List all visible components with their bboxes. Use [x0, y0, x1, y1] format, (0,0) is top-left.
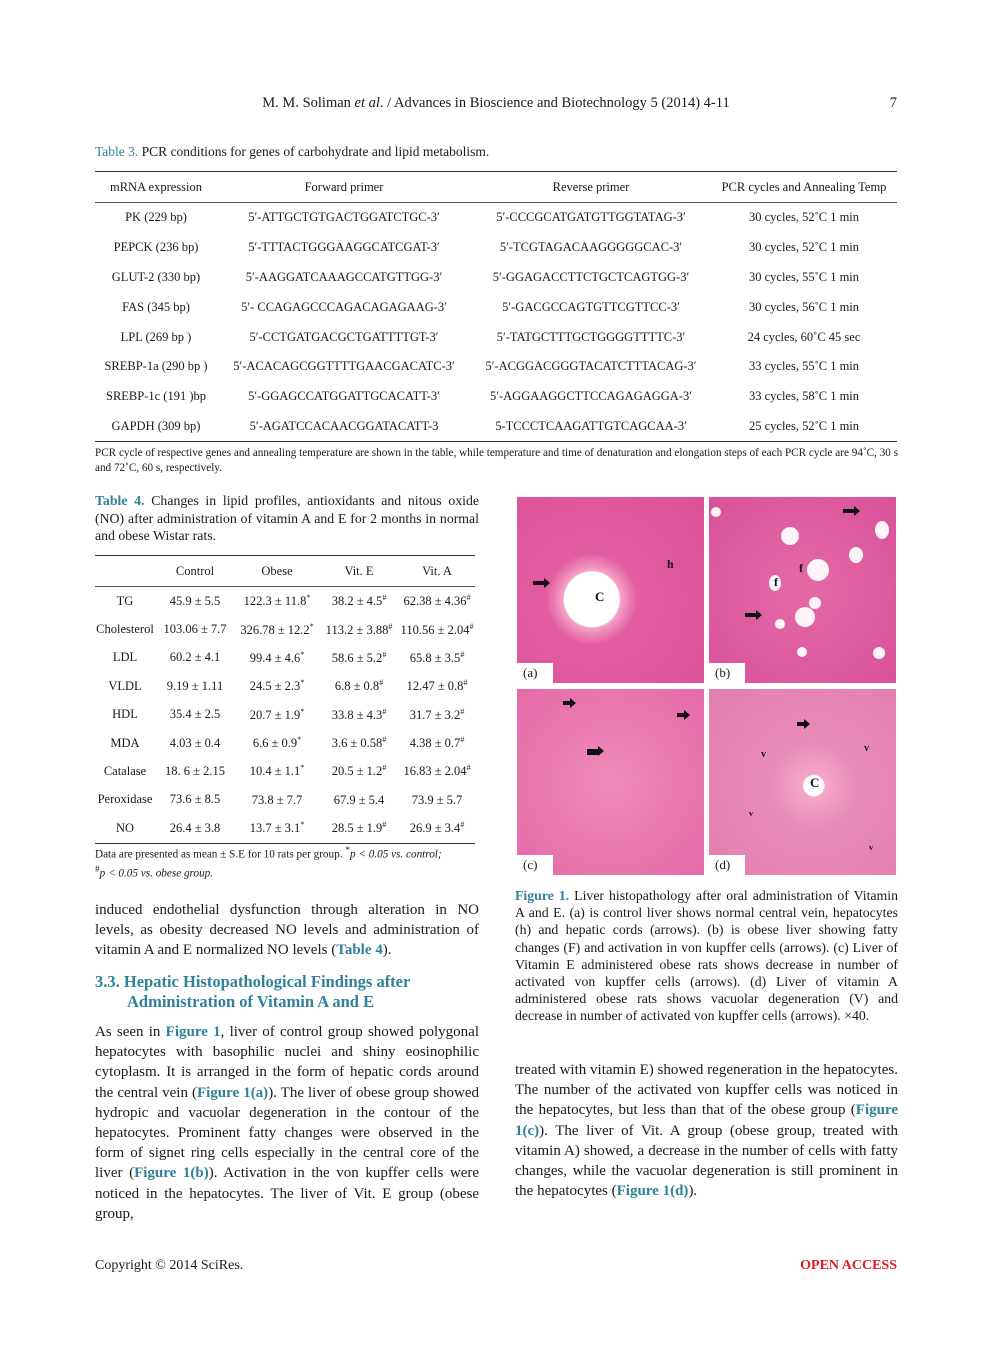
link-figure1d[interactable]: Figure 1(d) — [616, 1183, 689, 1200]
col-mrna: mRNA expression — [95, 172, 217, 203]
link-figure1a[interactable]: Figure 1(a) — [196, 1084, 269, 1101]
table-row: Catalase 18. 6 ± 2.15 10.4 ± 1.1* 20.5 ± 1.2# 16.83 ± 2.04# — [103, 763, 471, 779]
table3-caption: Table 3. PCR conditions for genes of carbohydrate and lipid metabolism. — [95, 144, 490, 159]
table-row: MDA 4.03 ± 0.4 6.6 ± 0.9* 3.6 ± 0.58# 4.38 ± 0.7# — [110, 735, 465, 751]
figure1-micrographs — [517, 497, 897, 875]
table-row: LDL 60.2 ± 4.1 99.4 ± 4.6* 58.6 ± 5.2# 65.8 ± 3.5# — [112, 649, 465, 666]
body-paragraph-no-levels: induced endothelial dysfunction through alteration in NO levels, as obesity decreased NO levels and administration of vitamin A and E normalized NO levels (Table 4). — [95, 902, 479, 959]
panel-label: (b) — [709, 663, 745, 683]
table-header-row — [95, 172, 897, 203]
arrow-icon — [563, 701, 571, 705]
arrow-icon — [843, 509, 855, 513]
open-access-badge: OPEN ACCESS — [800, 1258, 897, 1273]
link-figure1b[interactable]: Figure 1(b) — [134, 1165, 209, 1182]
col-vit-e: Vit. E — [319, 556, 399, 587]
panel-label: (c) — [517, 855, 553, 875]
link-figure1[interactable]: Figure 1 — [165, 1024, 221, 1040]
copyright: Copyright © 2014 SciRes. — [95, 1258, 244, 1273]
table-header-row — [95, 556, 475, 587]
hepatocyte-mark: h — [667, 557, 674, 571]
table-row: SREBP-1a (290 bp ) 5′-ACACAGCGGTTTTGAACGACATC-3′ 5′-ACGGACGGGTACATCTTTACAG-3′ 33 cycles, 55˚C 1 min — [104, 359, 860, 374]
table3-pcr-conditions — [95, 171, 897, 442]
page-number: 7 — [889, 95, 897, 111]
figure1-panel-a — [517, 497, 704, 683]
figure1-label: Figure 1. — [515, 888, 570, 903]
table4-footnote: Data are presented as mean ± S.E for 10 rats per group. *p < 0.05 vs. control; #p < 0.05 vs. obese group. — [95, 846, 442, 880]
arrow-icon — [677, 713, 685, 717]
figure1-caption: Figure 1. Liver histopathology after oral administration of Vitamin A and E. (a) is control liver shows normal central vein, hepatocytes (h) and hepatic cords (arrows). (b) is obese liver showing fatty changes (F) and activation in von kupffer cells (arrows). (c) Liver of Vitamin E administered obese rats shows decrease in number of activated von kupffer cells (arrows). (d) Liver of vitamin A administered obese rats shows vacuolar degeneration (V) and decrease in number of activated von kupffer cells (arrows). ×40. — [515, 888, 898, 1024]
figure1-panel-b — [709, 497, 896, 683]
section-heading-3-3: 3.3. Hepatic Histopathological Findings after Administration of Vitamin A and E — [95, 972, 411, 1011]
arrow-icon — [533, 581, 545, 585]
figure1-panel-d — [709, 689, 896, 875]
running-title: M. M. Soliman et al. / Advances in Bioscience and Biotechnology 5 (2014) 4-11 — [262, 95, 730, 111]
body-paragraph-continued: treated with vitamin E) showed regeneration in the hepatocytes. The number of the activated von kupffer cells was noticed in the hepatocytes, but less than that of the obese group (Figure 1(c)). The liver of Vit. A group (obese group, treated with vitamin A) showed, a decrease in the number of cells with fatty changes, while the vacuolar degeneration is still prominent in the hepatocytes (Figure 1(d)). — [515, 1062, 898, 1200]
table4-lipid-profiles — [95, 555, 475, 844]
col-control: Control — [155, 556, 235, 587]
central-vein-mark: C — [595, 589, 605, 604]
vacuolar-mark: v — [869, 843, 873, 852]
table-row: FAS (345 bp) 5′- CCAGAGCCCAGACAGAGAAG-3′ 5′-GACGCCAGTGTTCGTTCC-3′ 30 cycles, 56˚C 1 min — [122, 299, 860, 314]
table-row: Cholesterol 103.06 ± 7.7 326.78 ± 12.2* 113.2 ± 3.88# 110.56 ± 2.04# — [96, 621, 474, 637]
vacuolar-mark: v — [864, 743, 869, 754]
table4-label: Table 4. — [95, 493, 145, 508]
col-obese: Obese — [235, 556, 319, 587]
arrow-icon — [797, 722, 805, 726]
table-row: TG 45.9 ± 5.5 122.3 ± 11.8* 38.2 ± 4.5# 62.38 ± 4.36# — [116, 593, 471, 609]
table-row: SREBP-1c (191 )bp 5′-GGAGCCATGGATTGCACATT-3′ 5′-AGGAAGGCTTCCAGAGAGGA-3′ 33 cycles, 58˚C 1 min — [106, 389, 860, 404]
link-figure1c[interactable]: Figure 1(c) — [515, 1102, 898, 1139]
table-row: VLDL 9.19 ± 1.11 24.5 ± 2.3* 6.8 ± 0.8# 12.47 ± 0.8# — [108, 678, 468, 694]
table-row: LPL (269 bp ) 5′-CCTGATGACGCTGATTTTGT-3′ 5′-TATGCTTTGCTGGGGTTTTC-3′ 24 cycles, 60˚C 45 sec — [120, 329, 861, 344]
table-row: NO 26.4 ± 3.8 13.7 ± 3.1* 28.5 ± 1.9# 26.9 ± 3.4# — [115, 820, 465, 836]
table-row: Peroxidase 73.6 ± 8.5 73.8 ± 7.7 67.9 ± 5.4 73.9 ± 5.7 — [97, 792, 463, 807]
arrow-icon — [745, 613, 757, 617]
col-vit-a: Vit. A — [399, 556, 475, 587]
panel-label: (a) — [517, 663, 553, 683]
col-pcr: PCR cycles and Annealing Temp — [711, 172, 897, 203]
fatty-change-mark: f — [774, 575, 778, 589]
central-vein-mark: C — [810, 775, 820, 790]
figure1-panel-c — [517, 689, 704, 875]
table-row: GLUT-2 (330 bp) 5′-AAGGATCAAAGCCATGTTGG-3′ 5′-GGAGACCTTCTGCTCAGTGG-3′ 30 cycles, 55˚C 1 min — [111, 269, 860, 284]
table3-label: Table 3. — [95, 144, 139, 159]
vacuolar-mark: v — [749, 809, 753, 818]
col-reverse: Reverse primer — [471, 172, 711, 203]
vacuolar-mark: v — [761, 749, 766, 760]
panel-label: (d) — [709, 855, 745, 875]
table-row: PEPCK (236 bp) 5′-TTTACTGGGAAGGCATCGAT-3′ 5′-TCGTAGACAAGGGGGCAC-3′ 30 cycles, 52˚C 1 min — [113, 240, 860, 255]
table-row: PK (229 bp) 5′-ATTGCTGTGACTGGATCTGC-3′ 5′-CCCGCATGATGTTGGTATAG-3′ 30 cycles, 52˚C 1 min — [125, 210, 860, 225]
link-table4[interactable]: Table 4 — [336, 942, 383, 959]
col-forward: Forward primer — [217, 172, 471, 203]
table-row: GAPDH (309 bp) 5′-AGATCCACAACGGATACATT-3 5-TCCCTCAAGATTGTCAGCAA-3′ 25 cycles, 52˚C 1 min — [111, 418, 860, 433]
arrow-icon — [587, 749, 599, 755]
fatty-change-mark: f — [799, 561, 803, 575]
table-row: HDL 35.4 ± 2.5 20.7 ± 1.9* 33.8 ± 4.3# 31.7 ± 3.2# — [112, 706, 465, 722]
body-paragraph-histopathology: As seen in Figure 1, liver of control group showed polygonal hepatocytes with basophilic nuclei and shiny eosinophilic cytoplasm. It is arranged in the form of hepatic cords around the central vein (Figure 1(a)). The liver of obese group showed hydropic and vacuolar degeneration in the contour of the hepatocytes. Prominent fatty changes were observed in the form of signet ring cells especially in the central core of the liver (Figure 1(b)). Activation in the von kupffer cells were noticed in the hepatocytes. The liver of Vit. E group (obese group, — [95, 1024, 480, 1222]
table4-caption: Table 4. Changes in lipid profiles, antioxidants and nitous oxide (NO) after administration of vitamin A and E for 2 months in normal and obese Wistar rats. — [95, 493, 479, 543]
table3-footnote: PCR cycle of respective genes and annealing temperature are shown in the table, while temperature and time of denaturation and elongation steps of each PCR cycle are 94˚C, 30 s and 72˚C, 60 s, respectively. — [95, 447, 899, 474]
